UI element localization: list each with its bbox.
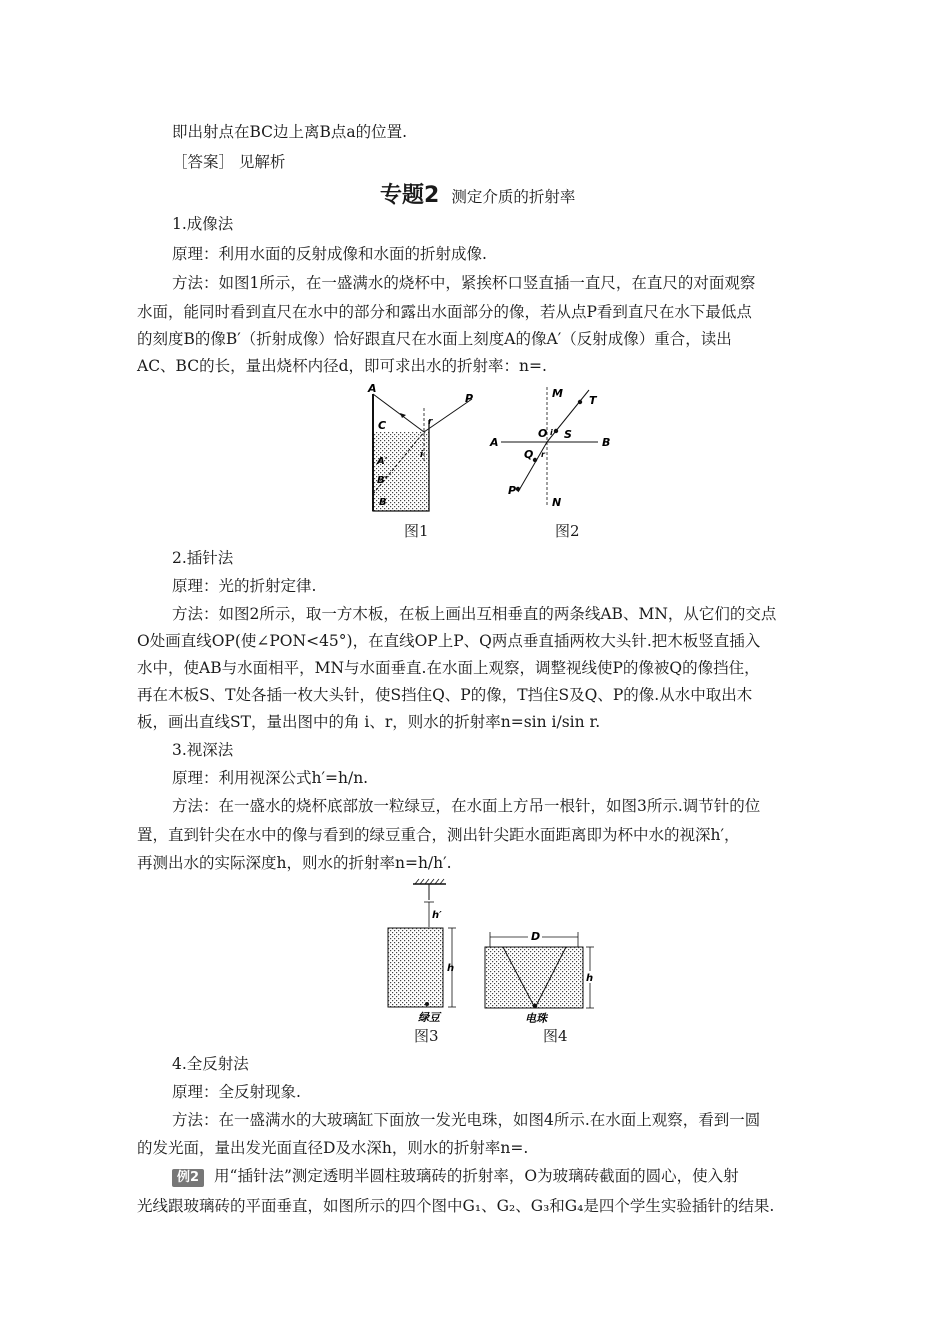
method3-principle: 原理：利用视深公式h′=h/n. <box>172 769 369 787</box>
figure-4-caption: 图4 <box>543 1027 568 1045</box>
paragraph-line: 光线跟玻璃砖的平面垂直，如图所示的四个图中G₁、G₂、G₃和G₄是四个学生实验插针的结果. <box>137 1197 775 1215</box>
paragraph-line: 方法：在一盛满水的大玻璃缸下面放一发光电珠，如图4所示.在水面上观察，看到一圆 <box>172 1111 761 1129</box>
label: P <box>508 484 517 497</box>
label: A <box>368 382 377 395</box>
paragraph-line: 的发光面，量出发光面直径D及水深h，则水的折射率n=. <box>137 1139 529 1157</box>
figure-2 <box>486 382 616 512</box>
section-title-main: 专题2 <box>380 183 440 208</box>
pin-q <box>533 458 537 462</box>
method4-heading: 4.全反射法 <box>172 1055 249 1073</box>
label: B′ <box>377 475 388 486</box>
answer-line: ［答案］ 见解析 <box>172 153 286 171</box>
label: r <box>541 450 545 459</box>
label: D <box>531 930 541 943</box>
example-line <box>172 1166 739 1187</box>
label: O <box>538 427 548 440</box>
label: h <box>586 973 594 984</box>
tank <box>485 947 583 1008</box>
label: i <box>550 428 553 437</box>
label: Q <box>524 448 534 461</box>
label: P <box>465 392 474 405</box>
figure-1 <box>362 382 482 512</box>
label: i <box>420 450 424 460</box>
method3-heading: 3.视深法 <box>172 741 234 759</box>
beaker <box>388 928 443 1007</box>
label: h′ <box>432 910 442 921</box>
method2-principle: 原理：光的折射定律. <box>172 577 317 595</box>
paragraph-line: 水面，能同时看到直尺在水中的部分和露出水面部分的像，若从点P看到直尺在水下最低点 <box>137 303 752 321</box>
figure-2-caption: 图2 <box>555 522 580 540</box>
example-badge: 例2 <box>172 1169 204 1187</box>
paragraph-line: 方法：如图2所示，取一方木板，在板上画出互相垂直的两条线AB、MN，从它们的交点 <box>172 605 777 623</box>
label: 绿豆 <box>418 1011 440 1023</box>
label: C <box>378 419 387 432</box>
pin-t <box>578 400 582 404</box>
paragraph-line: 的刻度B的像B′（折射成像）恰好跟直尺在水面上刻度A的像A′（反射成像）重合，读出 <box>137 330 732 348</box>
label: r <box>428 417 433 427</box>
section-subtitle: 测定介质的折射率 <box>451 188 576 206</box>
figure-1-caption: 图1 <box>404 522 429 540</box>
paragraph-line: 水中，使AB与水面相平，MN与水面垂直.在水面上观察，调整视线使P的像被Q的像挡住， <box>137 659 760 677</box>
label: 电珠 <box>525 1012 547 1025</box>
paragraph-line: 方法：在一盛水的烧杯底部放一粒绿豆，在水面上方吊一根针，如图3所示.调节针的位 <box>172 797 761 815</box>
example-text: 用“插针法”测定透明半圆柱玻璃砖的折射率，O为玻璃砖截面的圆心，使入射 <box>214 1167 739 1185</box>
label: B <box>379 497 387 508</box>
label: A′ <box>377 456 388 467</box>
label: T <box>589 394 597 407</box>
method1-heading: 1.成像法 <box>172 215 234 233</box>
pin-p <box>516 487 520 491</box>
figure-4 <box>480 925 600 1025</box>
label: M <box>552 387 563 400</box>
paragraph-line: 板，画出直线ST，量出图中的角 i、r，则水的折射率n=sin i/sin r. <box>137 713 601 731</box>
method2-heading: 2.插针法 <box>172 549 234 567</box>
paragraph-line: 再测出水的实际深度h，则水的折射率n=h/h′. <box>137 854 452 872</box>
paragraph-line: 方法：如图1所示，在一盛满水的烧杯中，紧挨杯口竖直插一直尺，在直尺的对面观察 <box>172 274 756 292</box>
paragraph-line: AC、BC的长，量出烧杯内径d，即可求出水的折射率：n=. <box>137 357 547 375</box>
paragraph-line: O处画直线OP(使∠PON<45°)，在直线OP上P、Q两点垂直插两枚大头针.把木板竖直插入 <box>137 632 761 650</box>
section-title <box>380 178 575 209</box>
label: A <box>490 436 499 449</box>
label: N <box>552 496 562 509</box>
method1-principle: 原理：利用水面的反射成像和水面的折射成像. <box>172 245 487 263</box>
label: S <box>564 428 572 441</box>
text-line: 即出射点在BC边上离B点a的位置. <box>172 123 408 141</box>
label: B <box>602 436 611 449</box>
paragraph-line: 再在木板S、T处各插一枚大头针，使S挡住Q、P的像，T挡住S及Q、P的像.从水中取出木 <box>137 686 753 704</box>
paragraph-line: 置，直到针尖在水中的像与看到的绿豆重合，测出针尖距水面距离即为杯中水的视深h′， <box>137 826 740 844</box>
bead <box>533 1004 537 1008</box>
figure-3-caption: 图3 <box>414 1027 439 1045</box>
pin-s <box>554 429 558 433</box>
bean <box>425 1002 429 1006</box>
figure-3 <box>382 878 472 1023</box>
label: h <box>447 963 455 974</box>
method4-principle: 原理：全反射现象. <box>172 1083 301 1101</box>
